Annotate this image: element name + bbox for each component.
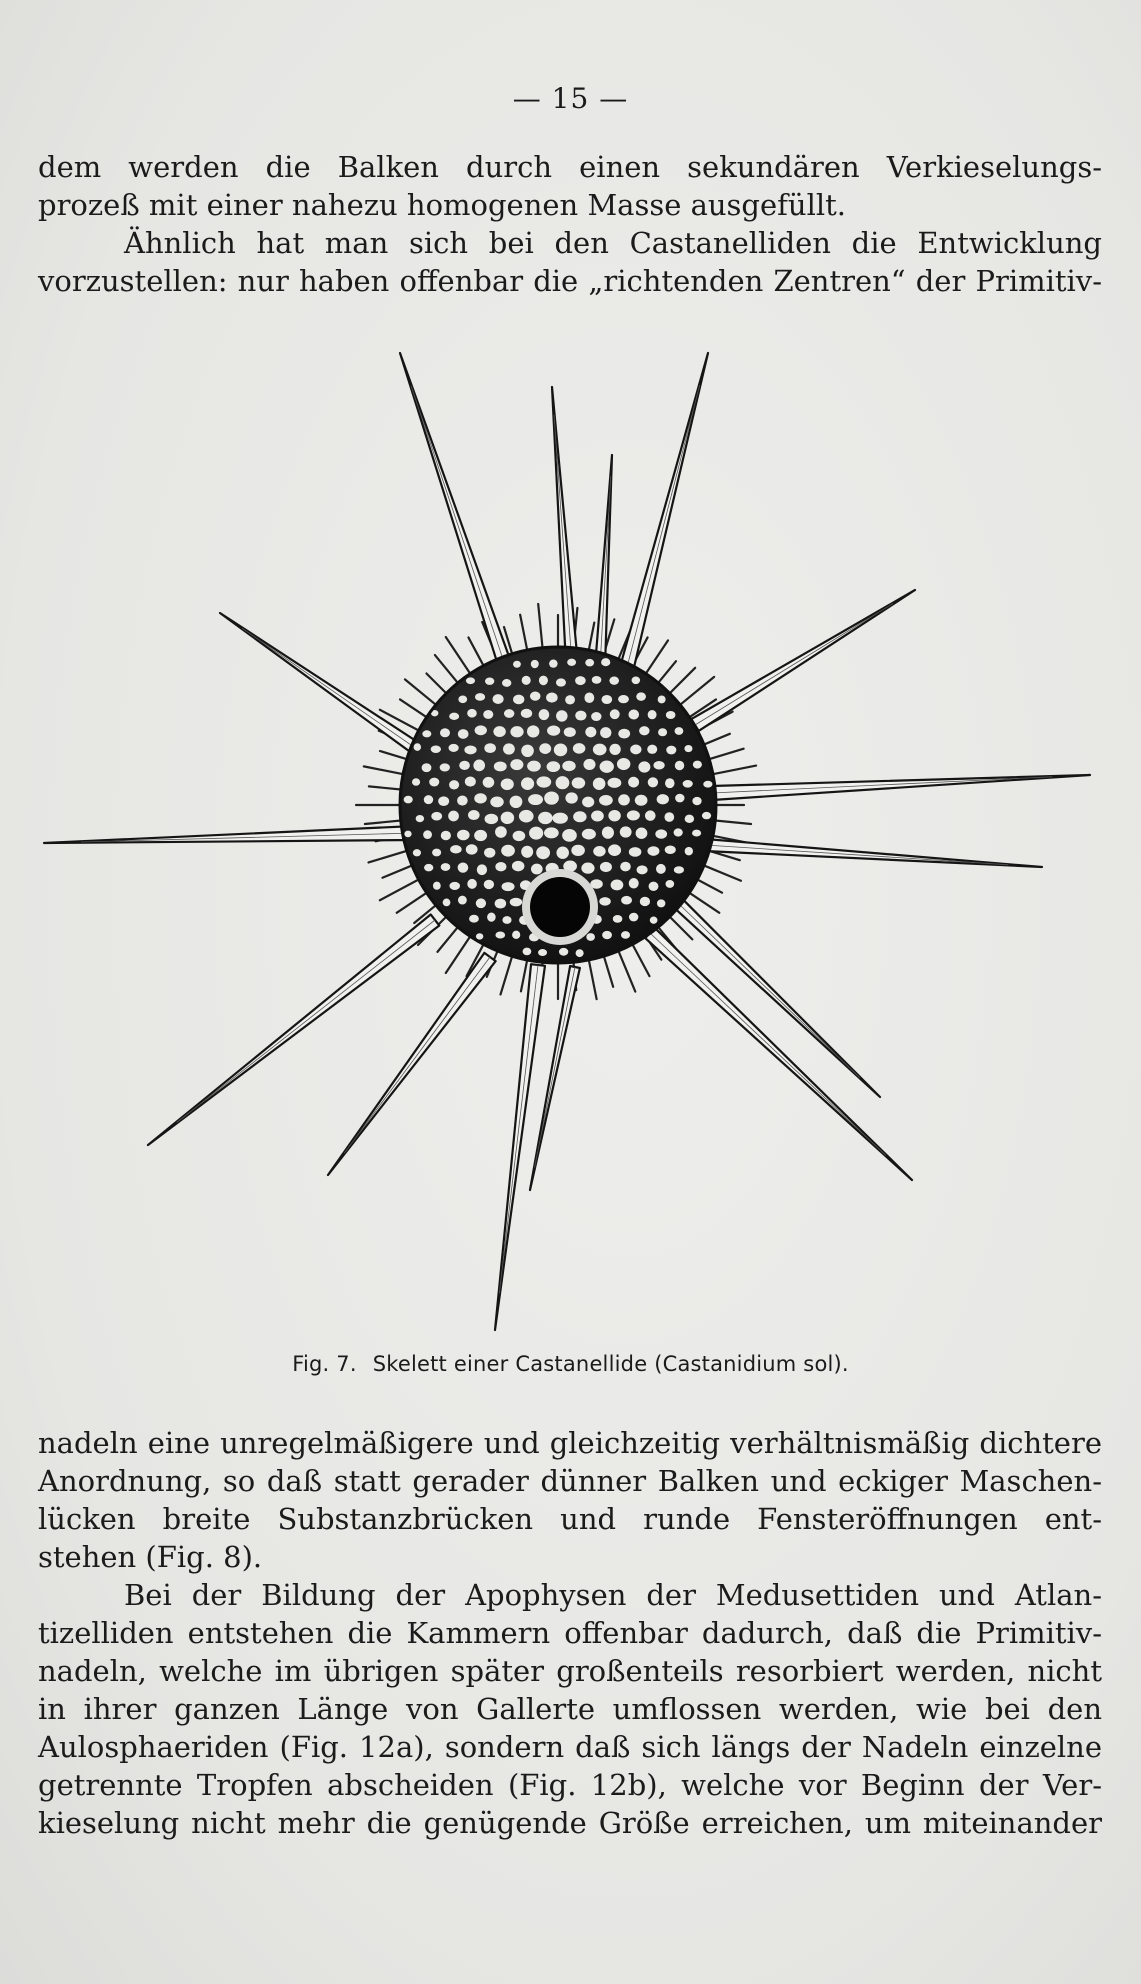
shell-pore xyxy=(640,897,650,906)
small-spine xyxy=(405,679,439,707)
figure-radiolarian-skeleton xyxy=(40,345,1100,1345)
shell-pore xyxy=(487,913,496,922)
shell-pore xyxy=(611,880,624,891)
shell-pore xyxy=(692,830,701,837)
shell-pore xyxy=(632,677,641,685)
shell-pore xyxy=(443,899,451,907)
small-spine xyxy=(446,637,473,677)
shell-pore xyxy=(693,761,702,769)
shell-pore xyxy=(490,797,503,808)
text-line: kieselung nicht mehr die genügende Größe erreichen, um miteinander xyxy=(38,1806,1102,1840)
paragraph-top xyxy=(38,148,1102,300)
shell-pore xyxy=(584,692,594,703)
radial-spine xyxy=(618,353,708,677)
shell-pore xyxy=(599,795,613,806)
shell-pore xyxy=(510,759,523,770)
shell-pore xyxy=(601,658,610,666)
shell-pore xyxy=(484,743,496,753)
shell-pore xyxy=(530,691,541,700)
text-line: prozeß mit einer nahezu homogenen Masse ausgefüllt. xyxy=(38,188,846,222)
shell-pore xyxy=(440,763,450,771)
shell-pore xyxy=(458,862,469,872)
shell-pore xyxy=(591,811,604,822)
shell-pore xyxy=(513,831,526,841)
shell-pore xyxy=(424,795,433,804)
shell-pore xyxy=(617,758,630,770)
shell-pore xyxy=(546,692,558,702)
shell-pore xyxy=(581,863,594,874)
shell-pore xyxy=(504,709,514,718)
shell-pore xyxy=(657,899,665,907)
shell-pore xyxy=(650,917,658,924)
shell-pore xyxy=(685,815,694,823)
text-line: nadeln eine unregelmäßigere und gleichzeitig verhältnismäßig dichtere xyxy=(38,1426,1102,1460)
shell-pore xyxy=(412,778,420,785)
small-spine xyxy=(501,952,514,994)
shell-pore xyxy=(438,796,449,806)
shell-pore xyxy=(552,813,568,824)
shell-pore xyxy=(404,831,411,838)
shell-pore xyxy=(629,878,639,888)
text-line: nadeln, welche im übrigen später großenteils resorbiert werden, nicht xyxy=(38,1654,1102,1688)
radial-spine xyxy=(552,387,578,665)
shell-pore xyxy=(469,915,479,923)
shell-pore xyxy=(538,812,553,824)
shell-pore xyxy=(549,659,558,667)
shell-pore xyxy=(618,695,629,703)
shell-pore xyxy=(458,696,467,704)
shell-pore xyxy=(464,746,476,755)
small-spine xyxy=(446,933,473,973)
shell-pore xyxy=(521,846,533,858)
shell-pore xyxy=(510,726,523,737)
skeleton-illustration xyxy=(40,345,1100,1345)
shell-pore xyxy=(576,949,584,957)
shell-pore xyxy=(547,726,560,736)
shell-pore xyxy=(658,728,667,736)
shell-pore xyxy=(585,659,594,667)
shell-pore xyxy=(556,678,566,686)
shell-pore xyxy=(556,710,568,721)
text-line: in ihrer ganzen Länge von Gallerte umflossen werden, wie bei den xyxy=(38,1692,1102,1726)
radial-spine xyxy=(691,590,915,731)
shell-pore xyxy=(575,676,586,685)
shell-pore xyxy=(608,778,622,788)
shell-pore xyxy=(692,797,701,805)
shell-pore xyxy=(510,898,522,907)
shell-pore xyxy=(544,791,559,804)
shell-pore xyxy=(474,830,487,841)
shell-pore xyxy=(422,730,431,737)
shell-pore xyxy=(450,845,462,853)
text-line: Ähnlich hat man sich bei den Castanelliden die Entwicklung xyxy=(124,226,1102,260)
shell-pore xyxy=(675,727,684,735)
shell-pore xyxy=(647,745,657,754)
shell-pore xyxy=(602,826,614,838)
shell-pore xyxy=(539,743,551,754)
radial-spine xyxy=(705,839,1042,867)
shell-pore xyxy=(529,827,543,840)
shell-pore xyxy=(536,846,550,859)
shell-pore xyxy=(422,763,432,772)
text-line: Bei der Bildung der Apophysen der Medusettiden und Atlan- xyxy=(124,1578,1102,1612)
shell-pore xyxy=(528,794,543,805)
shell-pore xyxy=(521,777,534,790)
shell-pore xyxy=(537,776,552,787)
small-spine xyxy=(397,891,430,913)
shell-pore xyxy=(675,794,684,803)
shell-pore xyxy=(502,916,511,924)
shell-pore xyxy=(573,743,586,754)
shell-pore xyxy=(501,845,515,857)
shell-pore xyxy=(493,694,504,704)
shell-pore xyxy=(635,795,648,806)
shell-pore xyxy=(674,866,684,873)
shell-pore xyxy=(600,862,612,872)
shell-pore xyxy=(414,743,421,751)
shell-pore xyxy=(556,847,568,859)
small-spine xyxy=(588,956,597,999)
shell-pore xyxy=(510,796,523,808)
shell-pore xyxy=(521,745,534,757)
shell-pore xyxy=(658,696,666,704)
shell-pore xyxy=(582,829,596,840)
shell-pore xyxy=(467,879,477,889)
shell-pore xyxy=(649,882,659,891)
shell-pore xyxy=(562,761,575,771)
shell-pore xyxy=(503,743,515,754)
small-spine xyxy=(380,878,422,901)
small-spine xyxy=(369,850,411,863)
shell-pore xyxy=(571,845,585,856)
small-spine xyxy=(538,604,543,652)
shell-pore xyxy=(593,778,606,790)
text-line: dem werden die Balken durch einen sekundären Verkieselungs- xyxy=(38,150,1102,184)
shell-pore xyxy=(567,659,576,666)
shell-pore xyxy=(539,676,548,686)
shell-pore xyxy=(653,761,664,770)
shell-pore xyxy=(629,847,642,857)
shell-pore xyxy=(685,847,693,856)
text-line: lücken breite Substanzbrücken und runde Fensteröffnungen ent- xyxy=(38,1502,1102,1536)
text-line: vorzustellen: nur haben offenbar die „richtenden Zentren“ der Primitiv- xyxy=(38,264,1102,298)
shell-pore xyxy=(448,811,459,822)
shell-pore xyxy=(647,846,659,856)
shell-pore xyxy=(544,827,559,838)
shell-pore xyxy=(648,777,658,787)
shell-pore xyxy=(502,679,511,687)
shell-pore xyxy=(493,726,505,737)
small-spine xyxy=(644,640,668,677)
small-spine xyxy=(711,820,751,824)
shell-pore xyxy=(585,727,596,738)
shell-pore xyxy=(565,695,575,704)
shell-pore xyxy=(562,829,577,842)
shell-pore xyxy=(618,794,630,805)
shell-pore xyxy=(586,933,595,941)
shell-pore xyxy=(610,709,620,719)
text-line: tizelliden entstehen die Kammern offenbar dadurch, daß die Primitiv- xyxy=(38,1616,1102,1650)
shell-pore xyxy=(564,727,576,737)
shell-pore xyxy=(457,795,468,805)
shell-pore xyxy=(531,864,543,875)
shell-pore xyxy=(485,677,494,684)
shell-pore xyxy=(466,844,478,854)
shell-pore xyxy=(609,676,619,684)
small-spine xyxy=(365,820,405,824)
shell-pore xyxy=(602,931,612,939)
shell-pore xyxy=(600,761,614,773)
shell-pore xyxy=(621,896,632,905)
shell-pore xyxy=(465,777,476,787)
figure-caption-text: Skelett einer Castanellide (Castanidium sol). xyxy=(372,1352,849,1376)
shell-pore xyxy=(458,896,467,905)
shell-pore xyxy=(459,761,470,770)
shell-pore xyxy=(666,711,676,719)
shell-pore xyxy=(655,829,667,838)
shell-pore xyxy=(554,744,567,757)
shell-pore xyxy=(628,777,639,788)
figure-caption xyxy=(0,1352,1141,1376)
shell-pore xyxy=(702,812,711,819)
shell-pore xyxy=(527,761,541,772)
shell-pore xyxy=(512,861,524,871)
shell-pore xyxy=(630,745,641,755)
shell-pore xyxy=(466,677,475,684)
shell-pore xyxy=(475,725,487,735)
shell-pore xyxy=(636,692,646,700)
shell-pore xyxy=(449,780,459,789)
shell-pore xyxy=(441,863,451,871)
text-line: getrennte Tropfen abscheiden (Fig. 12b), welche vor Beginn der Ver- xyxy=(38,1768,1102,1802)
shell-pore xyxy=(591,712,601,721)
shell-pore xyxy=(639,726,649,735)
shell-pore xyxy=(665,778,675,788)
shell-pore xyxy=(449,744,459,752)
shell-pore xyxy=(645,810,656,820)
small-spine xyxy=(667,668,695,696)
shell-pore xyxy=(431,745,441,752)
small-spine xyxy=(435,655,460,686)
shell-pore xyxy=(432,849,441,857)
shell-pore xyxy=(513,661,521,668)
shell-pore xyxy=(664,812,674,822)
shell-pore xyxy=(416,815,424,822)
shell-pore xyxy=(703,781,712,788)
shell-pore xyxy=(593,846,605,856)
shell-pore xyxy=(474,793,487,803)
shell-pore xyxy=(620,826,632,837)
shell-pore xyxy=(582,797,594,808)
shell-pore xyxy=(441,831,451,841)
shell-pore xyxy=(657,794,669,804)
shell-pore xyxy=(599,897,611,906)
shell-pore xyxy=(404,796,413,804)
shell-pore xyxy=(601,695,612,704)
shell-pore xyxy=(559,948,568,956)
shell-pore xyxy=(473,760,485,772)
shell-pore xyxy=(539,709,550,720)
text-line: Aulosphaeriden (Fig. 12a), sondern daß sich längs der Nadeln einzelne xyxy=(38,1730,1102,1764)
shell-pore xyxy=(501,778,514,790)
shell-pore xyxy=(684,745,692,752)
shell-pore xyxy=(600,727,611,738)
shell-pore xyxy=(627,810,640,820)
shell-pore xyxy=(495,826,507,838)
shell-pore xyxy=(485,814,499,824)
shell-pore xyxy=(638,761,650,772)
shell-pore xyxy=(476,933,483,939)
shell-pore xyxy=(572,777,586,788)
shell-pore xyxy=(483,777,495,788)
shell-pore xyxy=(495,931,505,938)
shell-pore xyxy=(429,778,439,787)
shell-pore xyxy=(613,915,623,923)
shell-pore xyxy=(527,725,539,737)
shell-pore xyxy=(556,776,570,789)
shell-pore xyxy=(656,864,666,874)
shell-pore xyxy=(523,948,532,956)
shell-pore xyxy=(648,710,657,719)
shell-pore xyxy=(565,792,577,803)
shell-pore xyxy=(413,849,421,856)
shell-pore xyxy=(484,880,494,889)
shell-aperture xyxy=(530,877,590,937)
shell-pore xyxy=(583,759,595,770)
shell-pore xyxy=(424,864,433,871)
shell-pore xyxy=(592,676,602,684)
small-spine xyxy=(705,749,743,761)
shell-pore xyxy=(521,709,532,718)
text-line: Anordnung, so daß statt gerader dünner Balken und eckiger Maschen- xyxy=(38,1464,1102,1498)
shell-pore xyxy=(628,710,639,720)
shell-pore xyxy=(666,746,676,755)
small-spine xyxy=(520,615,528,654)
shell-pore xyxy=(608,810,620,821)
shell-pore xyxy=(636,828,648,839)
text-line: stehen (Fig. 8). xyxy=(38,1540,263,1574)
shell-pore xyxy=(637,865,648,874)
shell-pore xyxy=(494,761,507,771)
shell-pore xyxy=(449,882,460,890)
shell-pore xyxy=(483,710,493,719)
shell-pore xyxy=(457,830,470,841)
shell-pore xyxy=(620,862,631,872)
shell-pore xyxy=(431,812,442,821)
shell-pore xyxy=(665,845,676,854)
shell-pore xyxy=(433,882,441,890)
figure-number: Fig. 7. xyxy=(292,1352,357,1376)
shell-pore xyxy=(573,811,586,822)
radial-spine xyxy=(712,775,1090,800)
shell-pore xyxy=(467,709,477,718)
small-spine xyxy=(364,766,407,775)
shell-pore xyxy=(683,780,693,788)
shell-pore xyxy=(495,862,506,871)
shell-pore xyxy=(608,844,621,856)
shell-pore xyxy=(513,695,524,705)
small-spine xyxy=(631,941,650,976)
shell-pore xyxy=(475,693,485,701)
shell-pore xyxy=(512,931,520,939)
shell-pore xyxy=(666,880,675,888)
shell-pore xyxy=(476,898,486,908)
shell-pore xyxy=(547,761,561,772)
shell-pore xyxy=(618,729,630,739)
paragraph-bottom xyxy=(38,1424,1102,1842)
shell-pore xyxy=(674,828,683,836)
shell-pore xyxy=(484,848,495,858)
shell-pore xyxy=(477,864,487,875)
shell-pore xyxy=(531,660,539,668)
shell-pore xyxy=(575,711,586,721)
shell-pore xyxy=(629,913,638,922)
shell-pore xyxy=(609,744,620,755)
page-number: — 15 — xyxy=(512,82,629,115)
shell-pore xyxy=(522,676,531,685)
shell-pore xyxy=(440,728,450,737)
shell-pore xyxy=(449,713,459,720)
shell-pore xyxy=(519,810,534,823)
shell-pore xyxy=(495,899,507,909)
radial-spine xyxy=(400,353,517,682)
small-spine xyxy=(700,864,741,881)
shell-pore xyxy=(502,882,515,891)
shell-pore xyxy=(621,931,630,939)
small-spine xyxy=(617,947,635,991)
shell-pore xyxy=(468,810,480,820)
shell-pore xyxy=(675,761,684,771)
shell-pore xyxy=(538,949,547,956)
shell-pore xyxy=(501,812,515,824)
shell-pore xyxy=(458,729,469,739)
shell-pore xyxy=(593,744,607,756)
shell-pore xyxy=(423,830,432,839)
small-spine xyxy=(709,766,756,775)
